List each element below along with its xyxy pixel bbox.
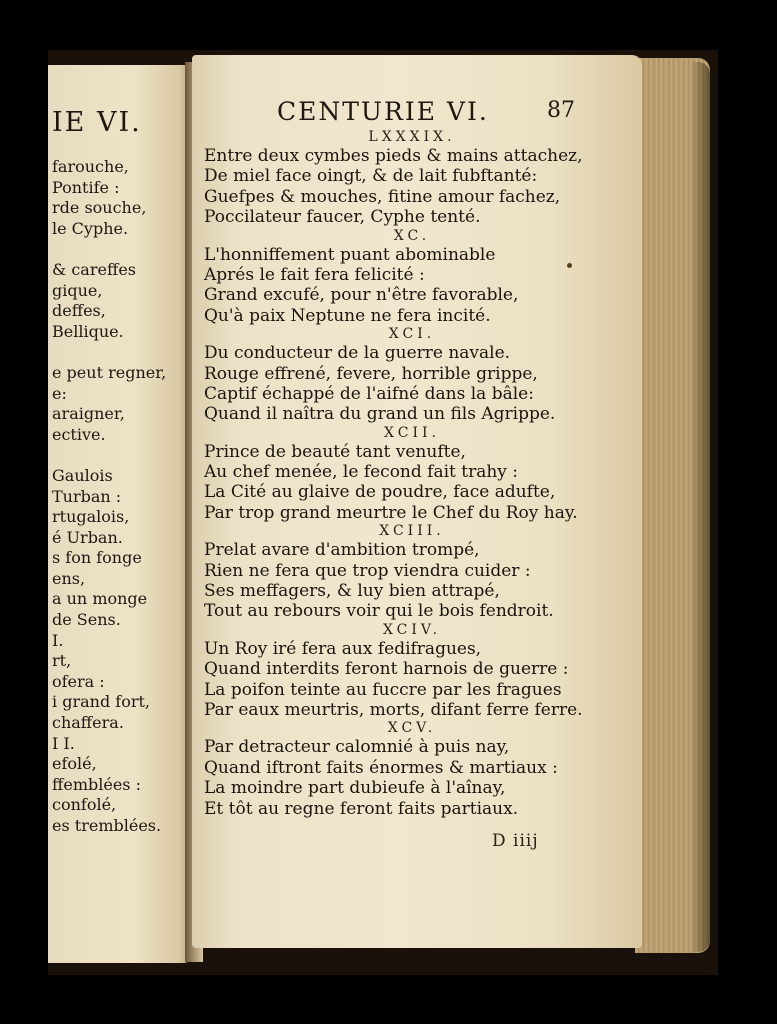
left-line-fragment: deffes,: [52, 301, 106, 321]
verse-line: Quand iftront faits énormes & martiaux :: [204, 757, 558, 778]
left-line-fragment: Turban :: [52, 486, 122, 506]
left-line-fragment: chaffera.: [52, 713, 124, 733]
verse-line: Entre deux cymbes pieds & mains attachez,: [204, 146, 583, 166]
page-number: 87: [547, 98, 575, 123]
quatrain-verses: [202, 245, 622, 327]
quatrain-numeral: XCV.: [387, 720, 437, 737]
left-page-lines: [52, 157, 166, 837]
quatrain: [202, 425, 622, 524]
left-page: [48, 65, 190, 963]
left-line-fragment: de Sens.: [52, 610, 121, 630]
quatrain-numeral: XCIV.: [382, 621, 442, 638]
verse-line: Poccilateur faucer, Cyphe tenté.: [204, 207, 481, 228]
left-line-fragment: es tremblées.: [52, 816, 162, 835]
left-line-fragment: é Urban.: [52, 527, 123, 547]
verse-line: Par detracteur calomnié à puis nay,: [204, 737, 510, 758]
left-line-fragment: gique,: [52, 280, 103, 300]
verse-line: Aprés le fait fera felicité :: [204, 264, 425, 285]
right-page: [192, 55, 642, 948]
left-line-fragment: efolé,: [52, 754, 97, 774]
left-line-fragment: e peut regner,: [52, 362, 167, 382]
left-line-fragment: a un monge: [52, 589, 148, 609]
quatrain-verses: [202, 737, 622, 819]
left-line-fragment: le Cyphe.: [52, 218, 129, 238]
left-line-fragment: i grand fort,: [52, 692, 150, 712]
verse-line: Tout au rebours voir qui le bois fendroit.: [204, 601, 554, 622]
verse-line: Par trop grand meurtre le Chef du Roy hay.: [204, 502, 578, 523]
quatrain: [202, 523, 622, 622]
left-line-fragment: s fon fonge: [52, 548, 142, 568]
left-line-fragment: rt,: [52, 651, 72, 671]
verse-line: Rouge effrené, fevere, horrible grippe,: [204, 363, 538, 384]
verse-line: Guefpes & mouches, fitine amour fachez,: [204, 186, 561, 207]
left-line-fragment: [52, 239, 166, 260]
verse-line: La moindre part dubieufe à l'aînay,: [204, 778, 506, 799]
verse-line: De miel face oingt, & de lait fubftanté:: [204, 166, 538, 187]
signature-mark: D iiij: [492, 831, 539, 851]
verse-line: La Cité au glaive de poudre, face adufte,: [204, 482, 556, 503]
paper-stain: [567, 263, 572, 268]
quatrain-verses: [202, 442, 622, 524]
left-line-fragment: I I.: [52, 733, 75, 753]
quatrain-numeral: LXXXIX.: [368, 129, 456, 145]
left-line-fragment: Pontife :: [52, 177, 120, 197]
quatrain: [202, 720, 622, 819]
quatrain-numeral: XCII.: [384, 424, 440, 441]
left-line-fragment: & careffes: [52, 259, 136, 279]
verse-line: Captif échappé de l'aifné dans la bâle:: [204, 383, 534, 404]
verse-line: L'honniffement puant abominable: [204, 244, 496, 265]
quatrain-verses: [202, 343, 622, 425]
verse-line: Du conducteur de la guerre navale.: [204, 343, 511, 364]
quatrain-numeral: XCIII.: [379, 523, 445, 540]
left-line-fragment: e:: [52, 383, 67, 403]
left-line-fragment: rtugalois,: [52, 507, 130, 527]
running-head: CENTURIE VI.: [277, 97, 489, 126]
page-edge-shadow: [690, 62, 710, 952]
quatrain: [202, 228, 622, 327]
left-line-fragment: confolé,: [52, 795, 117, 815]
verse-line: Par eaux meurtris, morts, difant ferre ferre.: [204, 699, 583, 720]
left-line-fragment: Bellique.: [52, 321, 124, 341]
verse-line: Au chef menée, le fecond fait trahy :: [204, 462, 519, 483]
verse-line: Ses meffagers, & luy bien attrapé,: [204, 581, 500, 602]
quatrain: [202, 326, 622, 425]
left-line-fragment: rde souche,: [52, 198, 147, 218]
verse-line: Prince de beauté tant venufte,: [204, 441, 466, 462]
quatrain-numeral: XCI.: [388, 326, 436, 343]
quatrain-verses: [202, 540, 622, 622]
left-line-fragment: araigner,: [52, 404, 125, 424]
verse-line: Grand excufé, pour n'être favorable,: [204, 285, 519, 306]
left-line-fragment: farouche,: [52, 157, 129, 176]
verse-line: Un Roy iré fera aux fedifragues,: [204, 638, 482, 659]
quatrain: [202, 129, 622, 228]
quatrain-list: [202, 129, 622, 819]
verse-line: Prelat avare d'ambition trompé,: [204, 540, 480, 561]
verse-line: Et tôt au regne feront faits partiaux.: [204, 798, 519, 819]
left-line-fragment: Gaulois: [52, 465, 113, 485]
verse-line: Quand interdits feront harnois de guerre :: [204, 659, 569, 680]
verse-line: Rien ne fera que trop viendra cuider :: [204, 560, 531, 581]
left-line-fragment: [52, 445, 166, 466]
left-line-fragment: ffemblées :: [52, 774, 141, 794]
left-line-fragment: ens,: [52, 568, 86, 588]
left-line-fragment: ective.: [52, 424, 106, 444]
left-running-head: IE VI.: [52, 107, 142, 138]
verse-line: Qu'à paix Neptune ne fera incité.: [204, 305, 491, 326]
quatrain-verses: [202, 146, 622, 228]
verse-line: La poifon teinte au fuccre par les fragues: [204, 679, 562, 700]
verse-line: Quand il naîtra du grand un fils Agrippe.: [204, 404, 556, 425]
quatrain: [202, 622, 622, 721]
left-line-fragment: [52, 342, 166, 363]
left-line-fragment: ofera :: [52, 671, 105, 691]
quatrain-verses: [202, 639, 622, 721]
quatrain-numeral: XC.: [393, 227, 431, 244]
left-line-fragment: I.: [52, 630, 64, 650]
